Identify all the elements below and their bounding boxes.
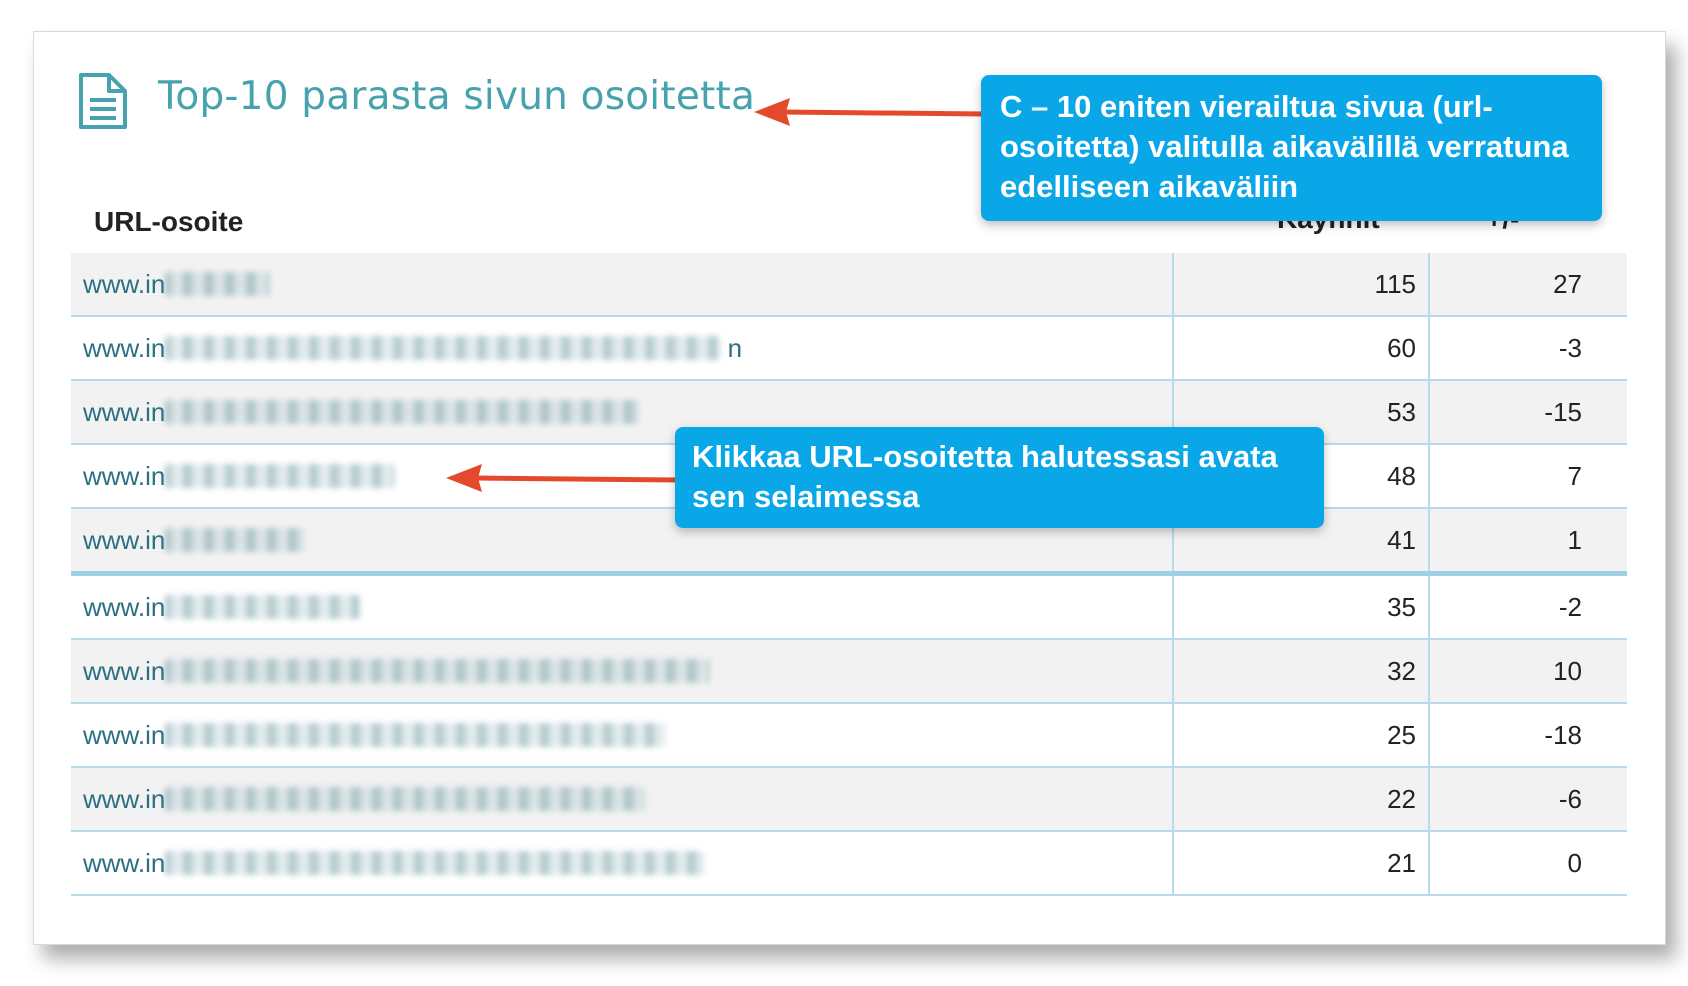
visits-cell: 32 bbox=[1173, 639, 1429, 703]
url-prefix: www.in bbox=[83, 783, 166, 814]
url-prefix: www.in bbox=[83, 460, 166, 491]
url-prefix: www.in bbox=[83, 719, 166, 750]
change-cell: -18 bbox=[1429, 703, 1627, 767]
change-cell: 10 bbox=[1429, 639, 1627, 703]
change-cell: -6 bbox=[1429, 767, 1627, 831]
visits-cell: 53 bbox=[1173, 380, 1429, 444]
visits-cell: 60 bbox=[1173, 316, 1429, 380]
change-cell: -3 bbox=[1429, 316, 1627, 380]
url-prefix: www.in bbox=[83, 396, 166, 427]
visits-cell: 25 bbox=[1173, 703, 1429, 767]
visits-cell: 21 bbox=[1173, 831, 1429, 895]
visits-cell: 35 bbox=[1173, 574, 1429, 640]
url-prefix: www.in bbox=[83, 591, 166, 622]
change-cell: 1 bbox=[1429, 508, 1627, 574]
callout-line: Klikkaa URL-osoitetta halutessasi avata bbox=[692, 439, 1278, 474]
callout-line: edelliseen aikaväliin bbox=[1000, 169, 1299, 204]
visits-cell: 115 bbox=[1173, 253, 1429, 316]
column-header-url: URL-osoite bbox=[94, 206, 244, 237]
change-cell: 7 bbox=[1429, 444, 1627, 508]
callout-click-url-info bbox=[675, 427, 1324, 528]
url-prefix: www.in bbox=[83, 524, 166, 555]
change-cell: 0 bbox=[1429, 831, 1627, 895]
change-cell: -15 bbox=[1429, 380, 1627, 444]
change-cell: 27 bbox=[1429, 253, 1627, 316]
url-suffix: n bbox=[727, 332, 743, 363]
url-prefix: www.in bbox=[83, 655, 166, 686]
url-prefix: www.in bbox=[83, 268, 166, 299]
arrow-to-url-icon bbox=[446, 464, 680, 492]
callout-line: osoitetta) valitulla aikavälillä verratuna bbox=[1000, 129, 1569, 164]
url-prefix: www.in bbox=[83, 847, 166, 878]
visits-cell: 48 bbox=[1173, 444, 1429, 508]
url-prefix: www.in bbox=[83, 332, 166, 363]
callout-top-urls-info bbox=[981, 75, 1602, 221]
widget-title: Top-10 parasta sivun osoitetta bbox=[158, 74, 756, 119]
visits-cell: 22 bbox=[1173, 767, 1429, 831]
callout-line: C – 10 eniten vierailtua sivua (url- bbox=[1000, 89, 1493, 124]
visits-cell: 41 bbox=[1173, 508, 1429, 574]
callout-line: sen selaimessa bbox=[692, 479, 920, 514]
arrow-to-title-icon bbox=[754, 98, 985, 126]
change-cell: -2 bbox=[1429, 574, 1627, 640]
